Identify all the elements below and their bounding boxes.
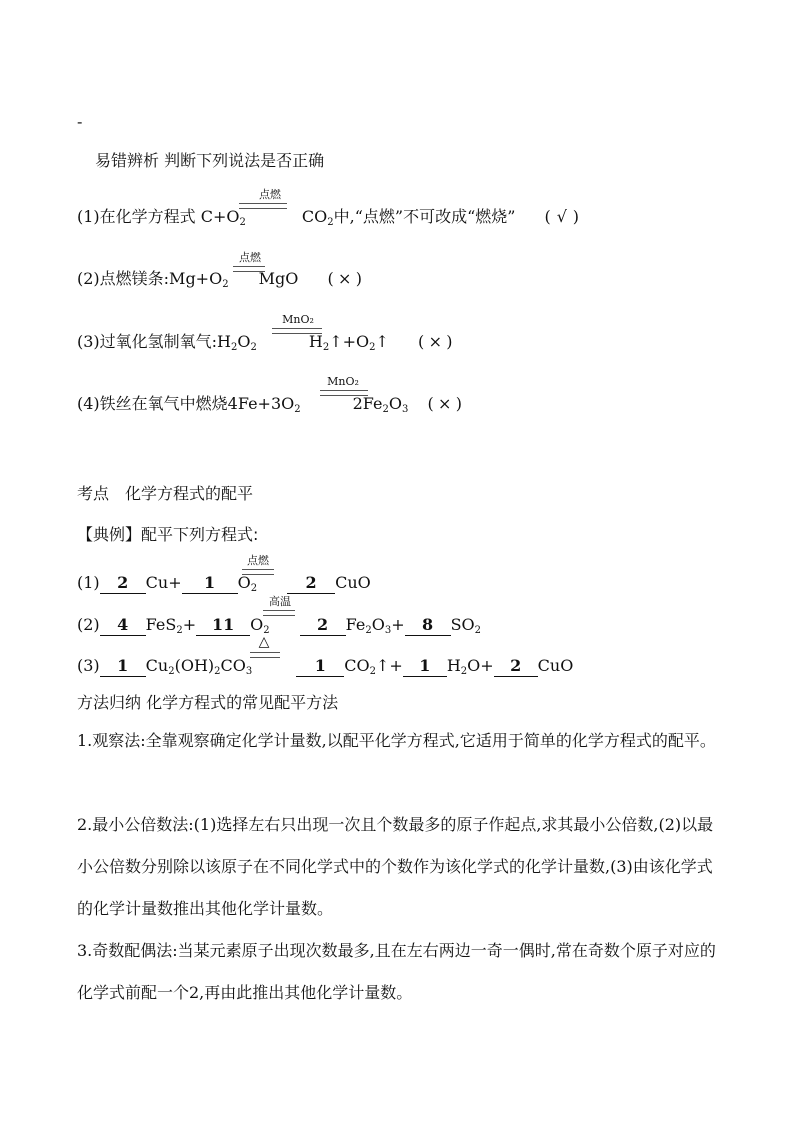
formula-part: CO <box>344 656 370 675</box>
item-text: (3)过氧化氢制氧气:H <box>77 332 232 351</box>
answer-blank: 4 <box>100 615 146 636</box>
item-tail: 中,“点燃”不可改成“燃烧” <box>333 207 516 226</box>
subscript: 2 <box>176 625 183 636</box>
condition-label: MnO₂ <box>282 313 314 326</box>
answer-blank: 8 <box>405 615 451 636</box>
subscript: 2 <box>168 666 175 677</box>
condition-label: 高温 <box>269 595 291 608</box>
answer-blank: 2 <box>287 573 335 594</box>
formula-part: Cu+ <box>145 573 182 592</box>
subscript: 3 <box>245 666 253 677</box>
answer-blank: 1 <box>100 656 146 677</box>
formula-part: O <box>371 615 385 634</box>
example-line <box>77 522 258 545</box>
formula-part: + <box>182 615 197 634</box>
subscript: 2 <box>382 404 389 415</box>
formula-part: H <box>446 656 461 675</box>
subscript: 2 <box>369 342 376 353</box>
section-title-methods: 方法归纳 化学方程式的常见配平方法 <box>77 693 339 712</box>
formula-part: CO <box>220 656 246 675</box>
condition-label: 点燃 <box>259 188 281 201</box>
formula-part: O <box>250 615 264 634</box>
subscript: 2 <box>327 217 334 228</box>
dash-mark: - <box>77 112 83 131</box>
example-text: 配平下列方程式: <box>141 525 259 544</box>
subscript: 3 <box>384 625 392 636</box>
formula-part: SO <box>450 615 475 634</box>
section-title-error-analysis: 易错辨析 判断下列说法是否正确 <box>95 151 325 170</box>
item-text: (1)在化学方程式 C+O <box>77 207 240 226</box>
delta-heat-icon: △ <box>258 634 270 650</box>
product-text: H <box>308 332 323 351</box>
condition-label: 点燃 <box>247 554 269 567</box>
item-text: (4)铁丝在氧气中燃烧4Fe+3O <box>77 394 295 413</box>
method-paragraph-1: 1.观察法:全靠观察确定化学计量数,以配平化学方程式,它适用于简单的化学方程式的配平。 <box>77 731 716 750</box>
answer-mark: √ <box>556 207 567 226</box>
subscript: 2 <box>294 404 301 415</box>
product-text: MgO <box>258 269 299 288</box>
answer-blank: 1 <box>403 656 447 677</box>
formula-part: + <box>391 615 405 634</box>
product-text: 2Fe <box>352 394 383 413</box>
formula-part: Cu <box>145 656 169 675</box>
formula-part: O <box>237 573 251 592</box>
method-paragraph-3: 3.奇数配偶法:当某元素原子出现次数最多,且在左右两边一奇一偶时,常在奇数个原子对应的化学式前配一个2,再由此推出其他化学计量数。 <box>77 941 716 1002</box>
subscript: 2 <box>474 625 482 636</box>
answer-blank: 2 <box>300 615 346 636</box>
formula-part: Fe <box>345 615 366 634</box>
answer-mark: × <box>438 394 452 413</box>
equation-number: (3) <box>77 656 100 675</box>
subscript: 2 <box>365 625 372 636</box>
subscript: 2 <box>231 342 238 353</box>
subscript: 2 <box>322 342 330 353</box>
condition-label: MnO₂ <box>327 375 359 388</box>
method-paragraph-2: 2.最小公倍数法:(1)选择左右只出现一次且个数最多的原子作起点,求其最小公倍数,(2)以最小公倍数分别除以该原子在不同化学式中的个数作为该化学式的化学计量数,(3)由该化学式的化学计量数推出其他化学计量数。 <box>77 815 714 918</box>
equation-number: (2) <box>77 615 100 634</box>
formula-part: CuO <box>537 656 574 675</box>
formula-part: ↑ <box>375 332 389 351</box>
formula-part: ↑+ <box>376 656 403 675</box>
subscript: 2 <box>263 625 270 636</box>
product-text: CO <box>301 207 328 226</box>
answer-mark: × <box>428 332 442 351</box>
subscript: 3 <box>402 404 409 415</box>
item-text: (2)点燃镁条:Mg+O <box>77 269 223 288</box>
subscript: 2 <box>222 279 229 290</box>
formula-part: CuO <box>335 573 371 592</box>
answer-blank: 1 <box>182 573 238 594</box>
answer-blank: 1 <box>296 656 344 677</box>
answer-blank: 2 <box>100 573 146 594</box>
formula-part: (OH) <box>174 656 215 675</box>
equation-number: (1) <box>77 573 100 592</box>
formula-part: O <box>388 394 402 413</box>
example-label: 【典例】 <box>77 525 142 544</box>
subscript: 2 <box>369 666 376 677</box>
answer-mark: × <box>337 269 352 288</box>
subscript: 2 <box>250 342 257 353</box>
subscript: 2 <box>214 666 221 677</box>
formula-part: FeS <box>145 615 177 634</box>
formula-part: ↑+O <box>329 332 370 351</box>
formula-part: O <box>237 332 251 351</box>
answer-blank: 2 <box>494 656 538 677</box>
subscript: 2 <box>460 666 468 677</box>
subscript: 2 <box>239 217 246 228</box>
formula-part: O+ <box>467 656 494 675</box>
answer-blank: 11 <box>196 615 250 636</box>
section-title-balancing: 考点 化学方程式的配平 <box>77 484 254 503</box>
condition-label: 点燃 <box>239 251 261 264</box>
subscript: 2 <box>250 583 258 594</box>
